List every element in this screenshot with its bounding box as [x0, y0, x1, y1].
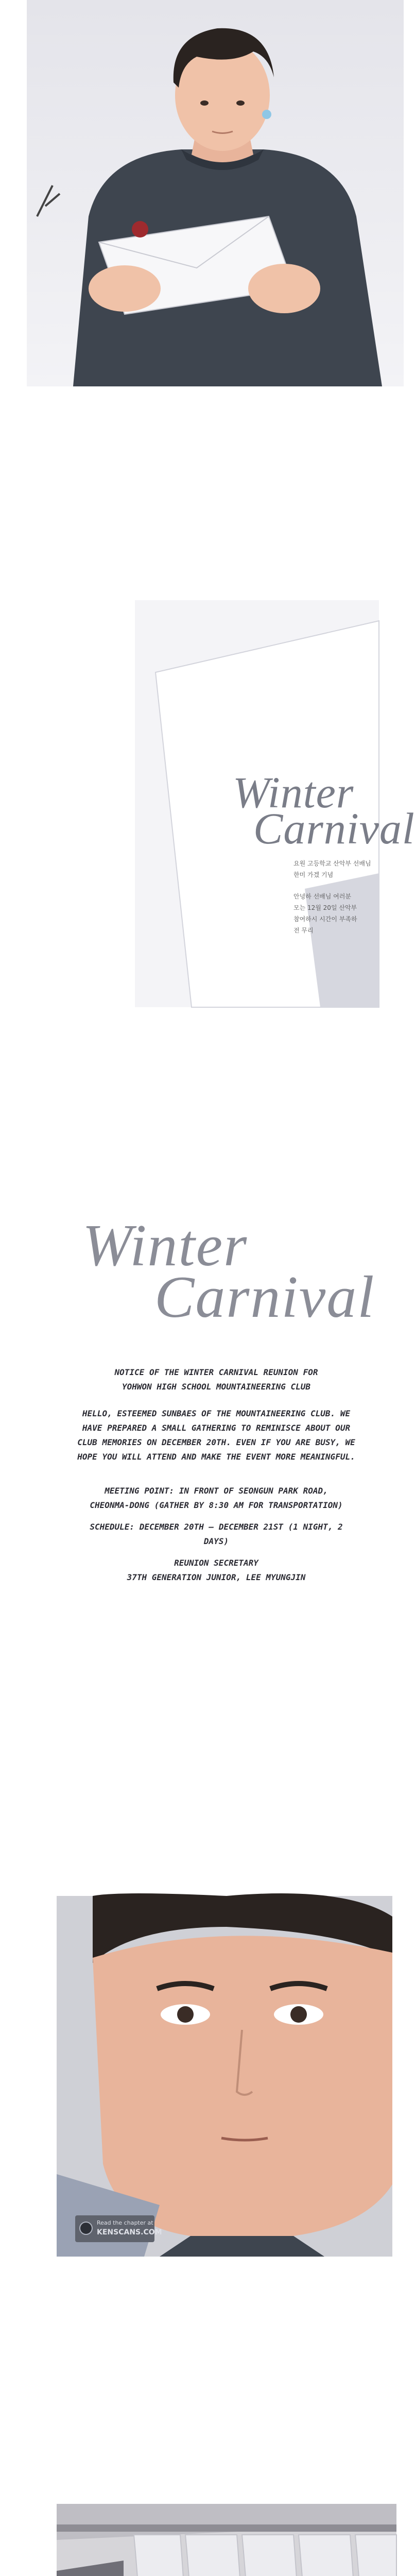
notice-heading-line: YOHWON HIGH SCHOOL MOUNTAINEERING CLUB: [122, 1382, 311, 1392]
notice-body: [77, 1406, 355, 1464]
room-curtains-illustration: [57, 2504, 396, 2576]
notice-signature: [77, 1556, 355, 1585]
notice-body-line: CLUB MEMORIES ON DECEMBER 20TH. EVEN IF YOU ARE BUSY, WE: [77, 1437, 355, 1447]
notice-meeting-line: CHEONMA-DONG (GATHER BY 8:30 AM FOR TRANSPORTATION): [90, 1500, 343, 1510]
korean-line: 안녕하 선배님 여러분: [293, 893, 351, 900]
korean-line: 전 무리: [293, 927, 314, 934]
panel-curtains: [57, 2504, 396, 2576]
notice-heading: [77, 1365, 355, 1394]
panel-letter-closeup: [135, 600, 415, 1007]
korean-line: 모는 12월 20일 산악부: [293, 904, 357, 911]
notice-title-line2: Carnival: [154, 1264, 375, 1330]
notice-body-line: HAVE PREPARED A SMALL GATHERING TO REMINISCE ABOUT OUR: [82, 1423, 351, 1433]
site-logo-icon: [79, 2222, 93, 2235]
korean-line: 참여하시 시간이 부족하: [293, 916, 357, 923]
credit-watermark: [75, 2215, 162, 2242]
panel-man-face-closeup: [57, 1896, 392, 2257]
man-face-illustration: [57, 1896, 392, 2257]
notice-schedule: SCHEDULE: DECEMBER 20TH – DECEMBER 21ST (1 NIGHT, 2 DAYS): [90, 1522, 343, 1546]
winter-carnival-notice: [0, 1154, 412, 1659]
korean-line: 한미 가겠 기념: [293, 871, 334, 878]
notice-meeting-line: MEETING POINT: IN FRONT OF SEONGUN PARK ROAD,: [105, 1486, 328, 1496]
notice-signature-line: 37TH GENERATION JUNIOR, LEE MYUNGJIN: [127, 1572, 306, 1582]
credit-line2: KENSCANS.COM: [97, 2228, 162, 2236]
notice-heading-line: NOTICE OF THE WINTER CARNIVAL REUNION FOR: [114, 1367, 318, 1377]
letter-title-line1: Winter: [233, 768, 354, 817]
credit-line1: Read the chapter at: [97, 2219, 153, 2226]
notice-body-line: HOPE YOU WILL ATTEND AND MAKE THE EVENT MORE MEANINGFUL.: [77, 1452, 355, 1462]
letter-korean-text: [293, 858, 371, 936]
panel-man-opening-letter: [27, 0, 404, 386]
man-opening-envelope-illustration: [27, 0, 404, 386]
notice-meeting-point: [77, 1484, 355, 1513]
korean-line: 요원 고등학교 산악부 선배님: [293, 860, 371, 867]
letter-title-line2: Carnival: [253, 804, 415, 853]
notice-signature-line: REUNION SECRETARY: [174, 1558, 258, 1568]
notice-title-line1: Winter: [82, 1213, 248, 1279]
notice-body-line: HELLO, ESTEEMED SUNBAES OF THE MOUNTAINEERING CLUB. WE: [82, 1409, 351, 1418]
